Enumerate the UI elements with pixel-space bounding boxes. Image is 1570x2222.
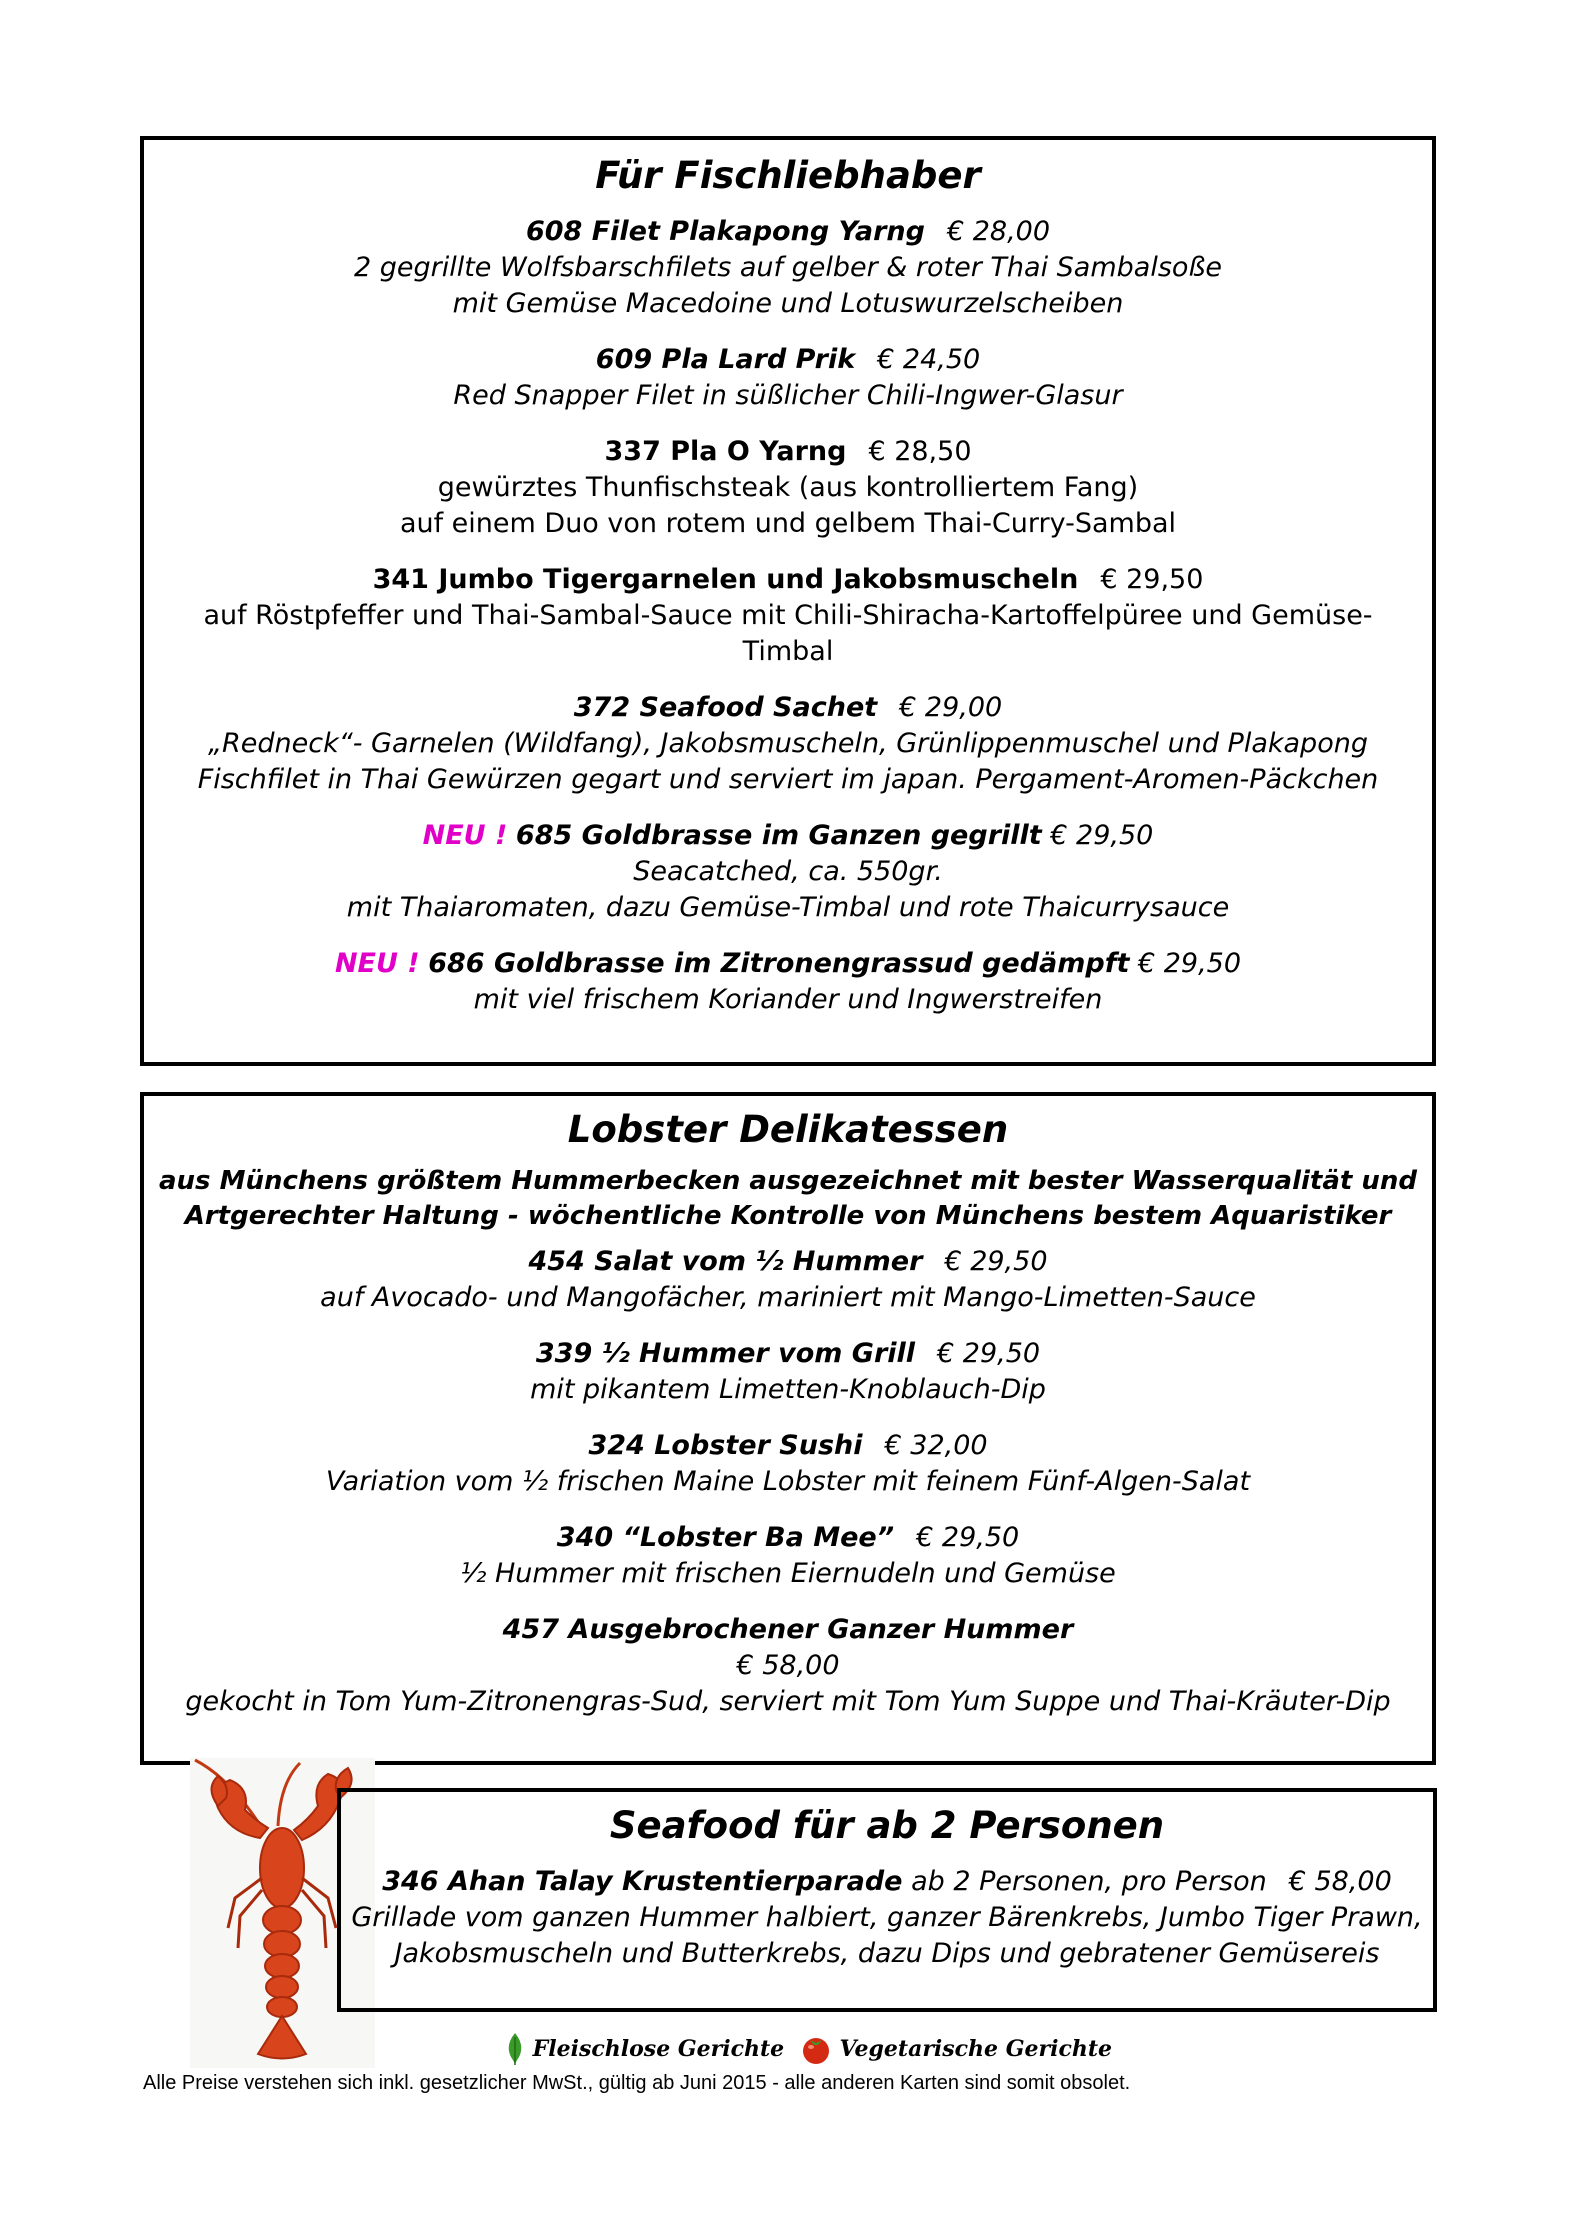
new-badge: NEU ! [422, 820, 508, 851]
tomato-icon [800, 2033, 832, 2065]
item-price: € 29,00 [899, 692, 1003, 723]
item-desc: mit Gemüse Macedoine und Lotuswurzelscheiben [452, 288, 1124, 319]
item-desc: ½ Hummer mit frischen Eiernudeln und Gemüse [460, 1558, 1116, 1589]
item-name: 686 Goldbrasse im Zitronengrassud gedämpft [428, 948, 1130, 979]
item-name: 341 Jumbo Tigergarnelen und Jakobsmuscheln [372, 564, 1079, 595]
menu-item [144, 1336, 1432, 1372]
item-desc: Seacatched, ca. 550gr. [633, 856, 943, 887]
item-desc: mit pikantem Limetten-Knoblauch-Dip [530, 1374, 1046, 1405]
item-name: 324 Lobster Sushi [588, 1430, 863, 1461]
item-name: 454 Salat vom ½ Hummer [528, 1246, 923, 1277]
intro-text: Artgerechter Haltung - wöchentliche Kontrolle von Münchens bestem Aquaristiker [184, 1201, 1392, 1231]
seafood-section [337, 1788, 1437, 2012]
item-name: 609 Pla Lard Prik [595, 344, 856, 375]
item-name: 340 “Lobster Ba Mee” [556, 1522, 895, 1553]
item-name: 346 Ahan Talay Krustentierparade [382, 1866, 903, 1897]
item-price: € 29,50 [916, 1522, 1020, 1553]
legend-vegetarian: Vegetarische Gerichte [839, 2036, 1112, 2062]
item-desc: gekocht in Tom Yum-Zitronengras-Sud, serviert mit Tom Yum Suppe und Thai-Kräuter-Dip [185, 1686, 1391, 1717]
diet-legend [505, 2028, 1205, 2068]
item-desc: Grillade vom ganzen Hummer halbiert, ganzer Bärenkrebs, Jumbo Tiger Prawn, [351, 1902, 1423, 1933]
item-name: 685 Goldbrasse im Ganzen gegrillt [515, 820, 1042, 851]
item-price: € 29,50 [937, 1338, 1041, 1369]
lobster-section [140, 1092, 1436, 1765]
item-price: € 32,00 [884, 1430, 988, 1461]
item-desc: mit Thaiaromaten, dazu Gemüse-Timbal und rote Thaicurrysauce [346, 892, 1230, 923]
item-price: € 28,50 [868, 436, 972, 467]
menu-item [144, 690, 1432, 726]
item-desc: „Redneck“- Garnelen (Wildfang), Jakobsmuscheln, Grünlippenmuschel und Plakapong [208, 728, 1368, 759]
item-price: € 29,50 [1137, 948, 1242, 979]
item-desc: Jakobsmuscheln und Butterkrebs, dazu Dips und gebratener Gemüsereis [394, 1938, 1380, 1969]
item-desc: Variation vom ½ frischen Maine Lobster mit feinem Fünf-Algen-Salat [325, 1466, 1251, 1497]
menu-item [144, 1520, 1432, 1556]
menu-item [144, 562, 1432, 598]
item-price: € 29,50 [944, 1246, 1048, 1277]
intro-text: aus Münchens größtem Hummerbecken ausgezeichnet mit bester Wasserqualität und [159, 1166, 1417, 1196]
item-price: € 28,00 [946, 216, 1051, 247]
menu-item [144, 434, 1432, 470]
item-desc: auf Avocado- und Mangofächer, mariniert mit Mango-Limetten-Sauce [320, 1282, 1256, 1313]
menu-item [144, 342, 1432, 378]
item-desc: auf einem Duo von rotem und gelbem Thai-Curry-Sambal [399, 508, 1177, 539]
menu-item [144, 946, 1432, 982]
item-desc: Red Snapper Filet in süßlicher Chili-Ingwer-Glasur [453, 380, 1123, 411]
item-price: € 29,50 [1050, 820, 1154, 851]
item-desc: 2 gegrillte Wolfsbarschfilets auf gelber & roter Thai Sambalsoße [353, 252, 1223, 283]
item-qualifier: ab 2 Personen, pro Person [911, 1866, 1267, 1897]
price-footer: Alle Preise verstehen sich inkl. gesetzlicher MwSt., gültig ab Juni 2015 - alle anderen Karten sind somit obsolet. [143, 2072, 1131, 2094]
section-title-seafood: Seafood für ab 2 Personen [609, 1804, 1165, 1847]
item-name: 372 Seafood Sachet [573, 692, 878, 723]
item-price: € 58,00 [1288, 1866, 1392, 1897]
item-desc: gewürztes Thunfischsteak (aus kontrolliertem Fang) [437, 472, 1139, 503]
section-title-lobster: Lobster Delikatessen [567, 1108, 1009, 1151]
menu-item [144, 1428, 1432, 1464]
legend-meatless: Fleischlose Gerichte [532, 2036, 785, 2062]
item-name: 339 ½ Hummer vom Grill [535, 1338, 916, 1369]
item-name: 337 Pla O Yarng [604, 436, 847, 467]
item-price: € 58,00 [736, 1650, 840, 1681]
section-title-fish: Für Fischliebhaber [595, 154, 981, 197]
menu-item [144, 1244, 1432, 1280]
item-desc: Timbal [742, 636, 834, 667]
new-badge: NEU ! [334, 948, 420, 979]
item-price: € 24,50 [877, 344, 981, 375]
menu-item [341, 1864, 1433, 1900]
item-name: 457 Ausgebrochener Ganzer Hummer [502, 1614, 1074, 1645]
item-desc: mit viel frischem Koriander und Ingwerstreifen [473, 984, 1103, 1015]
leaf-icon [505, 2031, 525, 2067]
item-desc: auf Röstpfeffer und Thai-Sambal-Sauce mit Chili-Shiracha-Kartoffelpüree und Gemüse- [203, 600, 1373, 631]
menu-item [144, 214, 1432, 250]
menu-item [144, 818, 1432, 854]
item-name: 608 Filet Plakapong Yarng [525, 216, 925, 247]
item-desc: Fischfilet in Thai Gewürzen gegart und serviert im japan. Pergament-Aromen-Päckchen [197, 764, 1379, 795]
item-price: € 29,50 [1100, 564, 1204, 595]
fish-section [140, 136, 1436, 1066]
